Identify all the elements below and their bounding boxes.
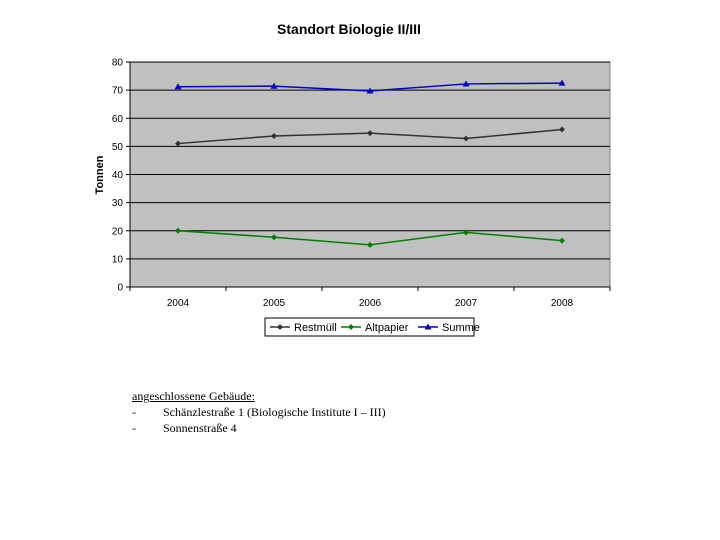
- notes-heading: angeschlossene Gebäude:: [132, 389, 255, 403]
- notes-item: [132, 404, 386, 420]
- legend-label: Summe: [442, 322, 480, 334]
- notes-item: [132, 420, 386, 436]
- y-tick-label: 20: [111, 226, 123, 238]
- legend-label: Restmüll: [294, 322, 337, 334]
- notes-bullet: -: [132, 405, 136, 419]
- notes-item-text: Schänzlestraße 1 (Biologische Institute I – III): [163, 405, 386, 419]
- chart-title: Standort Biologie II/III: [277, 21, 421, 37]
- legend-label: Altpapier: [365, 322, 409, 334]
- y-tick-label: 40: [111, 170, 123, 181]
- notes-section: [132, 388, 386, 436]
- y-tick-label: 0: [117, 282, 123, 294]
- x-tick-label: 2007: [454, 298, 478, 309]
- x-tick-label: 2006: [358, 298, 382, 309]
- y-tick-label: 50: [111, 141, 123, 153]
- x-tick-label: 2004: [166, 298, 190, 309]
- x-tick-label: 2005: [262, 298, 286, 309]
- y-tick-label: 80: [111, 57, 123, 69]
- x-tick-label: 2008: [550, 298, 574, 309]
- y-tick-label: 70: [111, 85, 123, 97]
- notes-bullet: -: [132, 421, 136, 435]
- y-tick-label: 10: [111, 254, 123, 266]
- y-axis-label: Tonnen: [94, 155, 106, 195]
- notes-item-text: Sonnenstraße 4: [163, 421, 237, 435]
- y-tick-label: 60: [111, 113, 123, 125]
- y-tick-label: 30: [111, 198, 123, 210]
